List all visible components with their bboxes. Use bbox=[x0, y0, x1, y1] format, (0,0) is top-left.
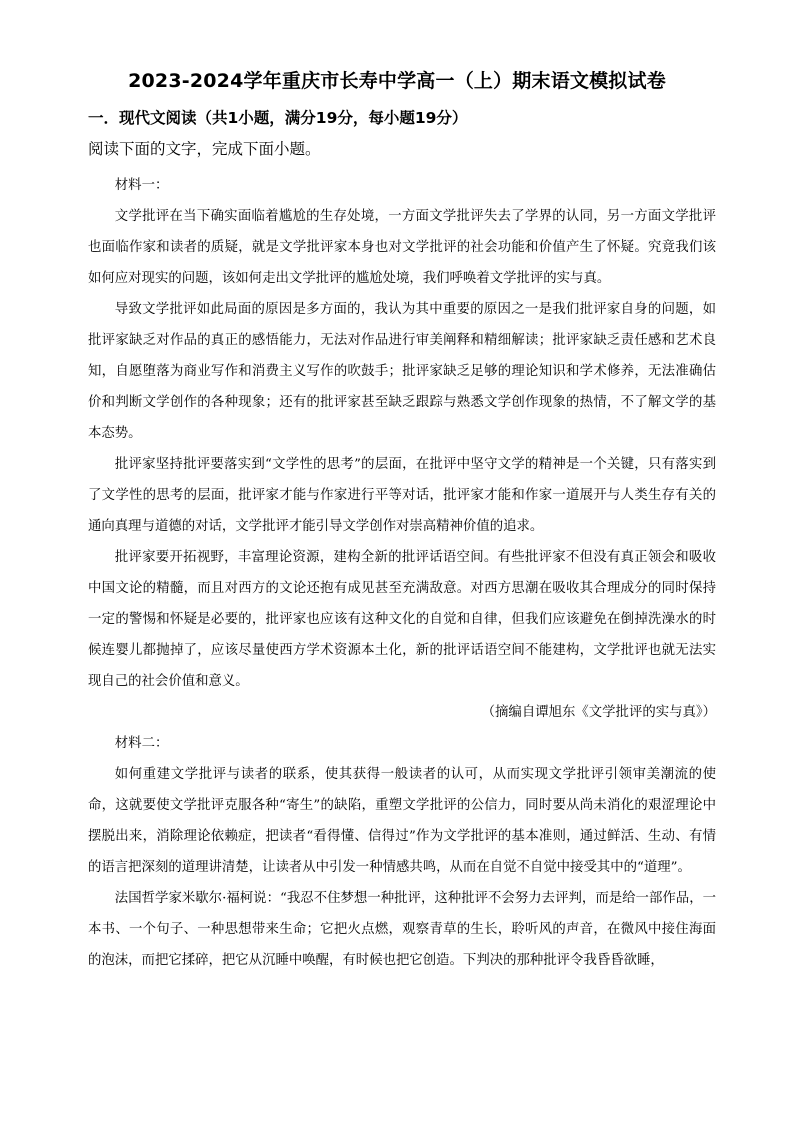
material2-paragraph-1: 如何重建文学批评与读者的联系，使其获得一般读者的认可，从而实现文学批评引领审美潮流的使命，这就要使文学批评克服各种“寄生”的缺陷，重塑文学批评的公信力，同时要从尚未消化的艰涩理论中摆脱出来，消除理论依赖症，把读者“看得懂、信得过”作为文学批评的基本准则，通过鲜活、生动、有情的语言把深刻的道理讲清楚，让读者从中引发一种情感共鸣，从而在自觉不自觉中接受其中的“道理”。 bbox=[88, 767, 716, 875]
page-title: 2023-2024学年重庆市长寿中学高一（上）期末语文模拟试卷 bbox=[128, 70, 666, 92]
section-heading: 一．现代文阅读（共1小题，满分19分，每小题19分） bbox=[88, 109, 468, 127]
material1-source: （摘编自谭旭东《文学批评的实与真》） bbox=[481, 705, 716, 720]
material1-label: 材料一： bbox=[114, 178, 169, 193]
material1-paragraph-4: 批评家要开拓视野，丰富理论资源，建构全新的批评话语空间。有些批评家不但没有真正领会和吸收中国文论的精髓，而且对西方的文论还抱有成见甚至充满敌意。对西方思潮在吸收其合理成分的同时保持一定的警惕和怀疑是必要的，批评家也应该有这种文化的自觉和自律，但我们应该避免在倒掉洗澡水的时候连婴儿都抛掉了，应该尽量使西方学术资源本土化，新的批评话语空间不能建构，文学批评也就无法实现自己的社会价值和意义。 bbox=[88, 550, 716, 689]
material2-paragraph-2: 法国哲学家米歇尔·福柯说：“我忍不住梦想一种批评，这种批评不会努力去评判，而是给一部作品，一本书、一个句子、一种思想带来生命；它把火点燃，观察青草的生长，聆听风的声音，在微风中接住海面的泡沫，而把它揉碎，把它从沉睡中唤醒，有时候也把它创造。下判决的那种批评令我昏昏欲睡， bbox=[88, 891, 716, 968]
material1-paragraph-1: 文学批评在当下确实面临着尴尬的生存处境，一方面文学批评失去了学界的认同，另一方面文学批评也面临作家和读者的质疑，就是文学批评家本身也对文学批评的社会功能和价值产生了怀疑。究竟我们该如何应对现实的问题，该如何走出文学批评的尴尬处境，我们呼唤着文学批评的实与真。 bbox=[88, 209, 716, 286]
passage-body bbox=[88, 170, 716, 976]
reading-instruction: 阅读下面的文字，完成下面小题。 bbox=[88, 140, 321, 158]
material1-paragraph-3: 批评家坚持批评要落实到“文学性的思考”的层面，在批评中坚守文学的精神是一个关键，只有落实到了文学性的思考的层面，批评家才能与作家进行平等对话，批评家才能和作家一道展开与人类生存有关的通向真理与道德的对话，文学批评才能引导文学创作对崇高精神价值的追求。 bbox=[88, 457, 716, 534]
material1-paragraph-2: 导致文学批评如此局面的原因是多方面的，我认为其中重要的原因之一是我们批评家自身的问题，如批评家缺乏对作品的真正的感悟能力，无法对作品进行审美阐释和精细解读；批评家缺乏责任感和艺术良知，自愿堕落为商业写作和消费主义写作的吹鼓手；批评家缺乏足够的理论知识和学术修养，无法准确估价和判断文学创作的各种现象；还有的批评家甚至缺乏跟踪与熟悉文学创作现象的热情，不了解文学的基本态势。 bbox=[88, 302, 716, 441]
material2-label: 材料二： bbox=[114, 736, 169, 751]
